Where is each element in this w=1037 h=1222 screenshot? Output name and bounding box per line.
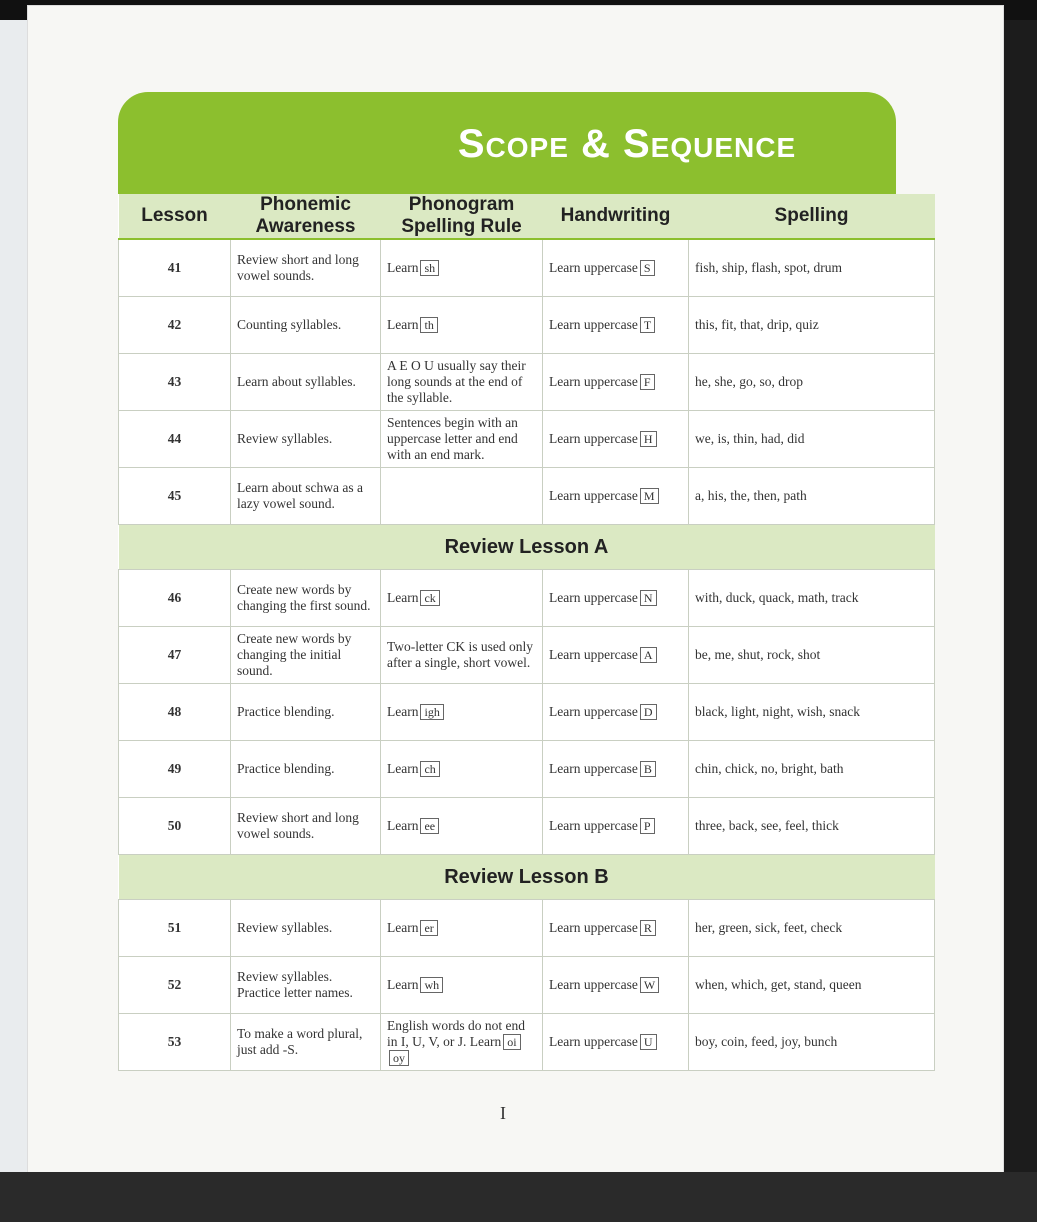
handwriting-text: Learn uppercase: [549, 317, 638, 332]
spelling-cell: this, fit, that, drip, quiz: [689, 297, 935, 354]
phonemic-cell: Create new words by changing the initial sound.: [231, 627, 381, 684]
phonogram-text: Learn: [387, 260, 419, 275]
spelling-cell: he, she, go, so, drop: [689, 354, 935, 411]
handwriting-letter-box: M: [640, 488, 659, 504]
lesson-number: 41: [119, 239, 231, 297]
lesson-number: 51: [119, 900, 231, 957]
phonogram-box: oi: [503, 1034, 520, 1050]
handwriting-letter-box: B: [640, 761, 656, 777]
handwriting-cell: [543, 684, 689, 741]
scope-sequence-table: [118, 194, 935, 1071]
handwriting-letter-box: U: [640, 1034, 657, 1050]
handwriting-cell: [543, 570, 689, 627]
phonogram-cell: [381, 627, 543, 684]
spelling-cell: her, green, sick, feet, check: [689, 900, 935, 957]
phonogram-cell: [381, 239, 543, 297]
phonogram-cell: [381, 900, 543, 957]
phonemic-cell: Review syllables. Practice letter names.: [231, 957, 381, 1014]
table-body: [119, 239, 935, 1071]
desk-bottom: [0, 1172, 1037, 1222]
spelling-cell: fish, ship, flash, spot, drum: [689, 239, 935, 297]
spelling-cell: a, his, the, then, path: [689, 468, 935, 525]
lesson-number: 43: [119, 354, 231, 411]
phonogram-text: Learn: [387, 977, 419, 992]
handwriting-text: Learn uppercase: [549, 920, 638, 935]
spelling-cell: boy, coin, feed, joy, bunch: [689, 1014, 935, 1071]
phonogram-text: Two-letter CK is used only after a single, short vowel.: [387, 639, 534, 670]
handwriting-cell: [543, 957, 689, 1014]
spelling-cell: chin, chick, no, bright, bath: [689, 741, 935, 798]
phonogram-cell: [381, 957, 543, 1014]
phonemic-cell: Practice blending.: [231, 741, 381, 798]
phonemic-cell: Learn about syllables.: [231, 354, 381, 411]
page-number: I: [500, 1103, 506, 1123]
table-row: [119, 627, 935, 684]
phonogram-cell: [381, 468, 543, 525]
handwriting-letter-box: T: [640, 317, 655, 333]
phonogram-text: Learn: [387, 818, 419, 833]
review-label: Review Lesson B: [119, 855, 935, 900]
phonogram-box: sh: [420, 260, 439, 276]
handwriting-text: Learn uppercase: [549, 1034, 638, 1049]
lesson-number: 50: [119, 798, 231, 855]
phonogram-box: er: [420, 920, 437, 936]
lesson-number: 45: [119, 468, 231, 525]
table-row: [119, 798, 935, 855]
phonogram-text: A E O U usually say their long sounds at the end of the syllable.: [387, 358, 526, 405]
lesson-number: 52: [119, 957, 231, 1014]
handwriting-cell: [543, 411, 689, 468]
phonogram-text: Learn: [387, 590, 419, 605]
table-row: [119, 684, 935, 741]
lesson-number: 44: [119, 411, 231, 468]
phonogram-text: English words do not end in I, U, V, or J. Learn: [387, 1018, 525, 1049]
phonemic-cell: Review short and long vowel sounds.: [231, 239, 381, 297]
phonogram-box: wh: [420, 977, 443, 993]
handwriting-letter-box: S: [640, 260, 655, 276]
spelling-cell: black, light, night, wish, snack: [689, 684, 935, 741]
phonogram-cell: [381, 1014, 543, 1071]
lesson-number: 46: [119, 570, 231, 627]
header-phonogram: Phonogram Spelling Rule: [381, 194, 543, 239]
handwriting-text: Learn uppercase: [549, 977, 638, 992]
table-row: [119, 1014, 935, 1071]
spelling-cell: three, back, see, feel, thick: [689, 798, 935, 855]
phonogram-cell: [381, 354, 543, 411]
title-banner: [118, 92, 896, 194]
table-row: [119, 900, 935, 957]
handwriting-letter-box: D: [640, 704, 657, 720]
phonogram-cell: [381, 798, 543, 855]
phonemic-cell: Review syllables.: [231, 411, 381, 468]
header-row: [119, 194, 935, 239]
lesson-number: 53: [119, 1014, 231, 1071]
phonemic-cell: Counting syllables.: [231, 297, 381, 354]
phonogram-box: igh: [420, 704, 443, 720]
lesson-number: 47: [119, 627, 231, 684]
lesson-number: 42: [119, 297, 231, 354]
phonogram-box: ck: [420, 590, 439, 606]
review-row: [119, 525, 935, 570]
table-row: [119, 354, 935, 411]
lesson-number: 48: [119, 684, 231, 741]
handwriting-cell: [543, 468, 689, 525]
table-row: [119, 468, 935, 525]
phonogram-text: Learn: [387, 317, 419, 332]
table-row: [119, 297, 935, 354]
handwriting-cell: [543, 1014, 689, 1071]
handwriting-letter-box: N: [640, 590, 657, 606]
phonemic-cell: Learn about schwa as a lazy vowel sound.: [231, 468, 381, 525]
phonogram-box: ch: [420, 761, 439, 777]
handwriting-letter-box: P: [640, 818, 655, 834]
phonogram-text: Learn: [387, 761, 419, 776]
phonogram-text: Learn: [387, 704, 419, 719]
handwriting-text: Learn uppercase: [549, 590, 638, 605]
lesson-number: 49: [119, 741, 231, 798]
phonemic-cell: Review short and long vowel sounds.: [231, 798, 381, 855]
table-row: [119, 570, 935, 627]
handwriting-text: Learn uppercase: [549, 761, 638, 776]
table-row: [119, 957, 935, 1014]
spelling-cell: we, is, thin, had, did: [689, 411, 935, 468]
spelling-cell: be, me, shut, rock, shot: [689, 627, 935, 684]
header-spelling: Spelling: [689, 194, 935, 239]
handwriting-cell: [543, 741, 689, 798]
phonogram-cell: [381, 411, 543, 468]
page-title: Scope & Sequence: [457, 122, 797, 166]
handwriting-letter-box: A: [640, 647, 657, 663]
phonogram-text: Sentences begin with an uppercase letter and end with an end mark.: [387, 415, 518, 462]
phonemic-cell: To make a word plural, just add -S.: [231, 1014, 381, 1071]
phonogram-cell: [381, 570, 543, 627]
spelling-cell: with, duck, quack, math, track: [689, 570, 935, 627]
handwriting-letter-box: W: [640, 977, 659, 993]
handwriting-text: Learn uppercase: [549, 488, 638, 503]
phonemic-cell: Review syllables.: [231, 900, 381, 957]
handwriting-text: Learn uppercase: [549, 431, 638, 446]
handwriting-text: Learn uppercase: [549, 647, 638, 662]
table-row: [119, 741, 935, 798]
handwriting-letter-box: H: [640, 431, 657, 447]
phonogram-cell: [381, 741, 543, 798]
phonemic-cell: Create new words by changing the first sound.: [231, 570, 381, 627]
phonogram-cell: [381, 297, 543, 354]
phonogram-cell: [381, 684, 543, 741]
handwriting-letter-box: F: [640, 374, 655, 390]
phonogram-box: ee: [420, 818, 439, 834]
header-phonemic: Phonemic Awareness: [231, 194, 381, 239]
phonogram-text: Learn: [387, 920, 419, 935]
handwriting-cell: [543, 354, 689, 411]
handwriting-cell: [543, 239, 689, 297]
phonogram-box: th: [420, 317, 437, 333]
handwriting-text: Learn uppercase: [549, 818, 638, 833]
handwriting-cell: [543, 900, 689, 957]
handwriting-text: Learn uppercase: [549, 374, 638, 389]
handwriting-cell: [543, 798, 689, 855]
header-handwriting: Handwriting: [543, 194, 689, 239]
left-page-edge: [0, 0, 28, 1222]
handwriting-letter-box: R: [640, 920, 656, 936]
phonemic-cell: Practice blending.: [231, 684, 381, 741]
handwriting-text: Learn uppercase: [549, 260, 638, 275]
table-row: [119, 239, 935, 297]
handwriting-text: Learn uppercase: [549, 704, 638, 719]
table-row: [119, 411, 935, 468]
header-lesson: Lesson: [119, 194, 231, 239]
spelling-cell: when, which, get, stand, queen: [689, 957, 935, 1014]
handwriting-cell: [543, 297, 689, 354]
review-row: [119, 855, 935, 900]
review-label: Review Lesson A: [119, 525, 935, 570]
phonogram-box: oy: [389, 1050, 409, 1066]
handwriting-cell: [543, 627, 689, 684]
